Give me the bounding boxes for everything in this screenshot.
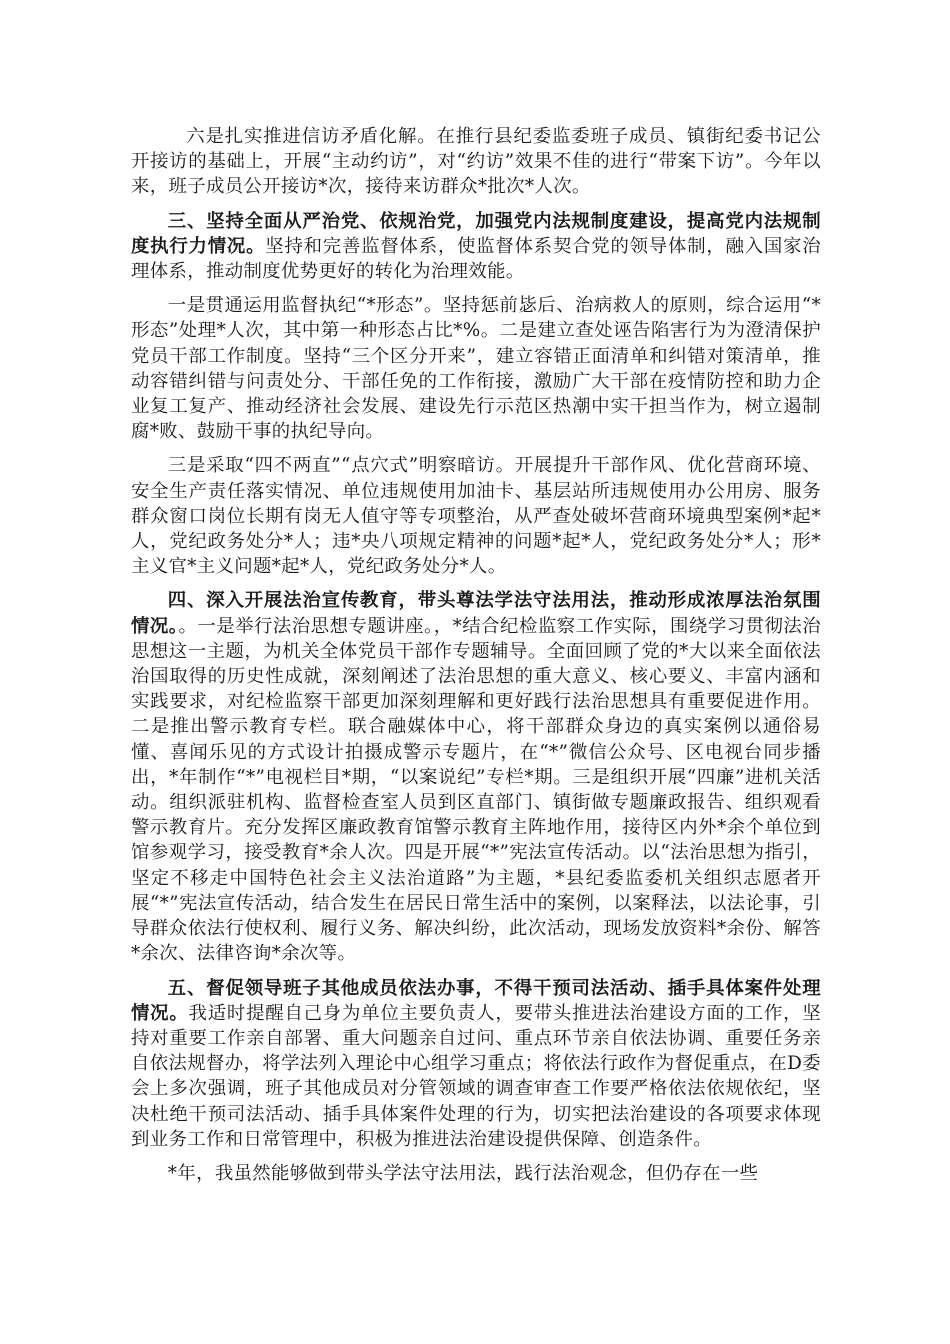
- paragraph-text: 我适时提醒自己身为单位主要负责人，要带头推进法治建设方面的工作，坚持对重要工作亲自部署、重大问题亲自过问、重点环节亲自依法协调、重要任务亲自依法规督办，将学法列入理论中心组学习重点；将依法行政作为督促重点，在D委会上多次强调，班子其他成员对分管领域的调查审查工作要严格依法依规依纪，坚决杜绝干预司法活动、插手具体案件处理的行为，切实把法治建设的各项要求体现到业务工作和日常管理中，积极为推进法治建设提供保障、创造条件。: [131, 1002, 821, 1150]
- paragraph-section-five: [131, 976, 821, 1152]
- section-heading: 四、深入开展法治宣传教育，带头尊法学法守法用法，推动形成浓厚法治氛围情况。: [131, 590, 821, 637]
- paragraph-text: *年，我虽然能够做到带头学法守法用法，践行法治观念，但仍存在一些: [167, 1162, 759, 1184]
- paragraph-text: 一是贯通运用监督执纪“*形态”。坚持惩前毖后、治病救人的原则，综合运用“*形态”处理*人次，其中第一种形态占比*%。二是建立查处诬告陷害行为为澄清保护党员干部工作制度。坚持“三个区分开来”，建立容错正面清单和纠错对策清单，推动容错纠错与问责处分、干部任免的工作衔接，激励广大干部在疫情防控和助力企业复工复产、推动经济社会发展、建设先行示范区热潮中实干担当作为，树立遏制腐*败、鼓励干事的执纪导向。: [131, 295, 821, 443]
- section-heading: 五、督促领导班子其他成员依法办事，不得干预司法活动、插手具体案件处理情况。: [131, 977, 821, 1024]
- paragraph-inspections: [131, 453, 821, 579]
- paragraph-text: 六是扎实推进信访矛盾化解。在推行县纪委监委班子成员、镇街纪委书记公开接访的基础上，开展“主动约访”，对“约访”效果不佳的进行“带案下访”。今年以来，班子成员公开接访*次，接待来访群众*批次*人次。: [131, 126, 821, 198]
- paragraph-petition-resolution: [131, 124, 821, 200]
- paragraph-section-four: [131, 588, 821, 966]
- document-page: [131, 124, 821, 1195]
- paragraph-section-three: [131, 209, 821, 285]
- paragraph-supervision-forms: [131, 293, 821, 444]
- paragraph-text: 坚持和完善监督体系，使监督体系契合党的领导体制，融入国家治理体系，推动制度优势更好的转化为治理效能。: [131, 235, 822, 283]
- paragraph-text: 。一是举行法治思想专题讲座。，*结合纪检监察工作实际，围绕学习贯彻法治思想这一主题，为机关全体党员干部作专题辅导。全面回顾了党的*大以来全面依法治国取得的历史性成就，深刻阐述了法治思想的重大意义、核心要义、丰富内涵和实践要求，对纪检监察干部更加深刻理解和更好践行法治思想具有重要促进作用。二是推出警示教育专栏。联合融媒体中心，将干部群众身边的真实案例以通俗易懂、喜闻乐见的方式设计拍摄成警示专题片，在“*”微信公众号、区电视台同步播出，*年制作“*”电视栏目*期，“以案说纪”专栏*期。三是组织开展“四廉”进机关活动。组织派驻机构、监督检查室人员到区直部门、镇街做专题廉政报告、组织观看警示教育片。充分发挥区廉政教育馆警示教育主阵地作用，接待区内外*余个单位到馆参观学习，接受教育*余人次。四是开展“*”宪法宣传活动。以“法治思想为指引，坚定不移走中国特色社会主义法治道路”为主题，*县纪委监委机关组织志愿者开展“*”宪法宣传活动，结合发生在居民日常生活中的案例，以案释法，以法论事，引导群众依法行使权利、履行义务、解决纠纷，此次活动，现场发放资料*余份、解答*余次、法律咨询*余次等。: [131, 615, 821, 965]
- section-heading: 三、坚持全面从严治党、依规治党，加强党内法规制度建设，提高党内法规制度执行力情况。: [131, 210, 821, 257]
- paragraph-year-summary: [131, 1161, 821, 1186]
- paragraph-text: 三是采取“四不两直”“点穴式”明察暗访。开展提升干部作风、优化营商环境、安全生产责任落实情况、单位违规使用加油卡、基层站所违规使用办公用房、服务群众窗口岗位长期有岗无人值守等专项整治，从严查处破坏营商环境典型案例*起*人，党纪政务处分*人；违*央八项规定精神的问题*起*人，党纪政务处分*人；形*主义官*主义问题*起*人，党纪政务处分*人。: [131, 455, 821, 578]
